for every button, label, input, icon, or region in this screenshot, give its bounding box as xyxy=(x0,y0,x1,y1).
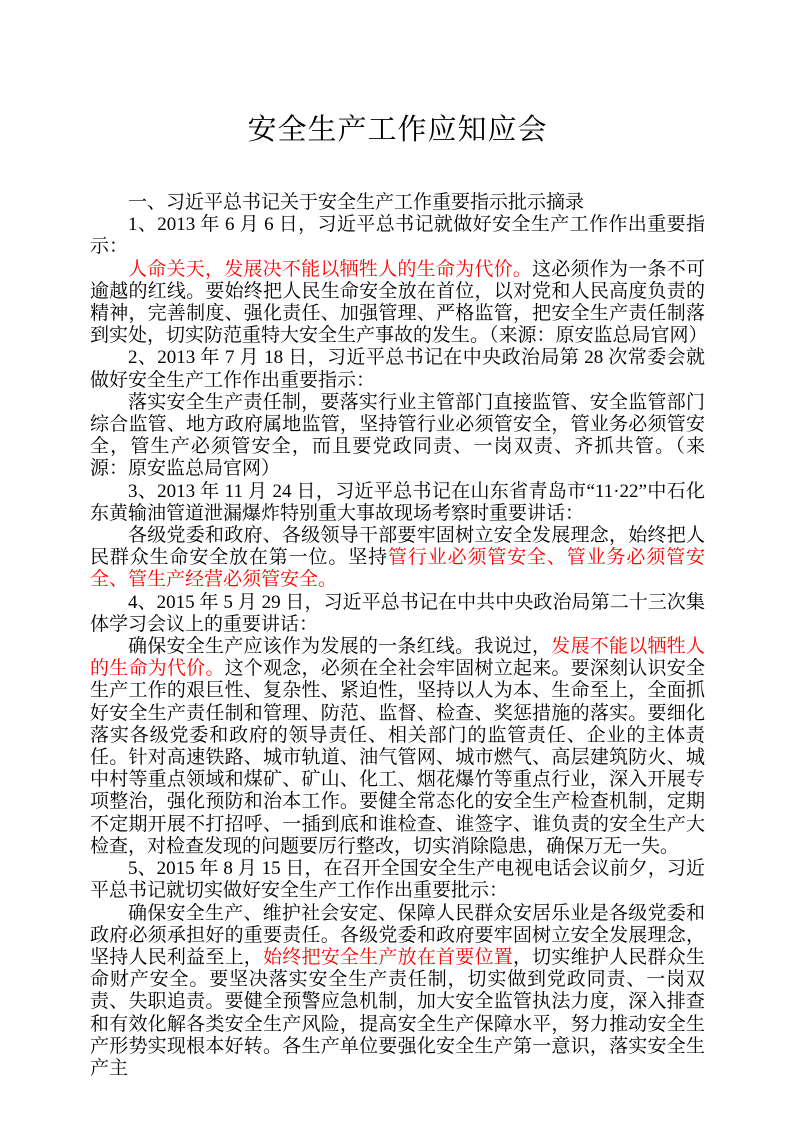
text-run: 这必须作为一条不可逾越的红线。要始终把人民生命安全放在首位，以对党和人民高度负责的精神，完善制度、强化责任、加强管理、严格监管，把安全生产责任制落到实处，切实防范重特大安全生产事故的发生。（来源：原安监总局官网） xyxy=(90,258,708,347)
text-run: 这个观念，必须在全社会牢固树立起来。要深刻认识安全生产工作的艰巨性、复杂性、紧迫性，坚持以人为本、生命至上，全面抓好安全生产责任制和管理、防范、监督、检查、奖惩措施的落实。要细化落实各级党委和政府的领导责任、相关部门的监管责任、企业的主体责任。针对高速铁路、城市轨道、油气管网、城市燃气、高层建筑防火、城中村等重点领域和煤矿、矿山、化工、烟花爆竹等重点行业，深入开展专项整治，强化预防和治本工作。要健全常态化的安全生产检查机制，定期不定期开展不打招呼、一插到底和谁检查、谁签字、谁负责的安全生产大检查，对检查发现的问题要厉行整改，切实消除隐患，确保万无一失。 xyxy=(90,658,705,857)
highlighted-text-run: 始终把安全生产放在首要位置 xyxy=(263,946,513,968)
item-4-intro xyxy=(90,592,705,636)
item-5-quote xyxy=(90,903,705,1081)
text-run: 3、2013 年 11 月 24 日，习近平总书记在山东省青岛市“11·22”中石化东黄输油管道泄漏爆炸特别重大事故现场考察时重要讲话： xyxy=(90,480,705,524)
text-run: 确保安全生产、维护社会安定、保障人民群众安居乐业是各级党委和政府必须承担好的重要责任。各级党委和政府要牢固树立安全发展理念，坚持人民利益至上， xyxy=(90,902,705,968)
highlighted-text-run: 管行业必须管安全、管业务必须管安全、管生产经营必须管安全。 xyxy=(90,547,705,591)
text-run: ，切实维护人民群众生命财产安全。要坚决落实安全生产责任制，切实做到党政同责、一岗双责、失职追责。要健全预警应急机制，加大安全监管执法力度，深入排查和有效化解各类安全生产风险，提高安全生产保障水平，努力推动安全生产形势实现根本好转。各生产单位要强化安全生产第一意识，落实安全生产主 xyxy=(90,946,705,1079)
text-run: 4、2015 年 5 月 29 日，习近平总书记在中共中央政治局第二十三次集体学习会议上的重要讲话： xyxy=(90,591,705,635)
highlighted-text-run: 发展不能以牺牲人的生命为代价。 xyxy=(90,636,705,680)
text-run: 确保安全生产应该作为发展的一条红线。我说过， xyxy=(128,636,552,658)
item-2-intro xyxy=(90,347,705,391)
item-1-quote xyxy=(90,258,708,348)
text-run: 落实安全生产责任制，要落实行业主管部门直接监管、安全监管部门综合监管、地方政府属地监管，坚持管行业必须管安全，管业务必须管安全，管生产必须管安全，而且要党政同责、一岗双责、齐抓共管。（来源：原安监总局官网） xyxy=(90,391,705,480)
document-body xyxy=(90,192,708,1080)
text-run: 2、2013 年 7 月 18 日，习近平总书记在中央政治局第 28 次常委会就做好安全生产工作作出重要指示： xyxy=(90,347,705,391)
item-4-quote xyxy=(90,636,705,858)
item-2-quote xyxy=(90,392,705,481)
section-heading xyxy=(90,192,705,214)
text-run: 5、2015 年 8 月 15 日，在召开全国安全生产电视电话会议前夕，习近平总书记就切实做好安全生产工作作出重要批示： xyxy=(90,858,705,902)
item-3-intro xyxy=(90,481,705,525)
text-run: 各级党委和政府、各级领导干部要牢固树立安全发展理念，始终把人民群众生命安全放在第一位。坚持 xyxy=(90,525,705,569)
text-run: 一、习近平总书记关于安全生产工作重要指示批示摘录 xyxy=(128,192,585,213)
item-3-quote xyxy=(90,525,705,592)
item-1-intro xyxy=(90,214,705,258)
document-title: 安全生产工作应知应会 xyxy=(247,112,548,146)
item-5-intro xyxy=(90,858,705,902)
text-run: 1、2013 年 6 月 6 日，习近平总书记就做好安全生产工作作出重要指示： xyxy=(90,214,705,258)
highlighted-text-run: 人命关天，发展决不能以牺牲人的生命为代价。 xyxy=(128,258,533,280)
